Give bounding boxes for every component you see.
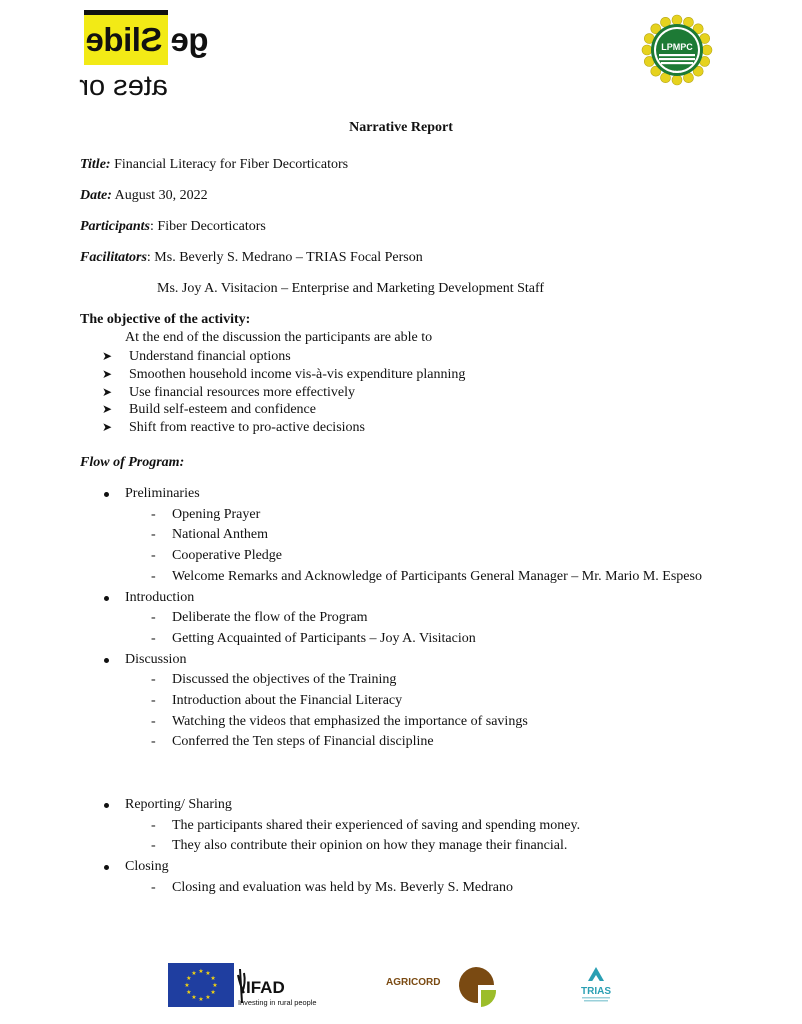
list-item: - Watching the videos that emphasized the importance of savings (151, 713, 528, 729)
agricord-logo (386, 963, 498, 1009)
flow-section-title: Introduction (104, 588, 712, 609)
arrow-bullet-icon: ➤ (102, 349, 113, 363)
objective-list (102, 348, 465, 437)
list-item: - Deliberate the flow of the Program (151, 610, 368, 626)
svg-text:★: ★ (205, 969, 211, 977)
flow-heading: Flow of Program: (80, 455, 185, 470)
svg-text:★: ★ (191, 994, 197, 1002)
title-value: Financial Literacy for Fiber Decorticators (114, 157, 349, 172)
list-item: ➤ Build self-esteem and confidence (102, 402, 316, 418)
logo-text: LPMPC (661, 42, 693, 52)
date-value: August 30, 2022 (114, 188, 208, 203)
list-item: ➤ Smoothen household income vis-à-vis expenditure planning (102, 366, 466, 382)
arrow-bullet-icon: ➤ (102, 366, 113, 381)
list-item: - Welcome Remarks and Acknowledge of Participants General Manager – Mr. Mario M. Espeso (151, 568, 702, 584)
svg-text:★: ★ (184, 982, 190, 989)
title-label: Title: (80, 157, 111, 172)
svg-text:★: ★ (191, 969, 197, 977)
slide-fragment-bottom-text: ates or (79, 70, 168, 102)
list-item: - Conferred the Ten steps of Financial discipline (151, 734, 434, 750)
title-field (80, 157, 348, 173)
list-item: - The participants shared their experienced of saving and spending money. (151, 817, 581, 833)
facilitator-1: : Ms. Beverly S. Medrano – TRIAS Focal Person (146, 250, 423, 265)
list-item: - Getting Acquainted of Participants – Joy A. Visitacion (151, 630, 476, 646)
lpmpc-logo (641, 14, 713, 86)
trias-name: TRIAS (581, 986, 611, 997)
slide-fragment-image (79, 10, 209, 102)
ifad-logo (236, 963, 336, 1007)
flow-section-title: Preliminaries (104, 484, 712, 505)
flow-section-preliminaries (104, 484, 712, 753)
list-item: - National Anthem (151, 527, 269, 543)
list-item: - Closing and evaluation was held by Ms. Beverly S. Medrano (151, 879, 514, 895)
logo-year: 1967 (672, 69, 682, 74)
svg-text:★: ★ (205, 994, 211, 1002)
facilitators-field (80, 250, 423, 266)
bullet-dot-icon (104, 865, 109, 870)
report-title: Narrative Report (349, 120, 453, 135)
agricord-name: AGRICORD (386, 977, 441, 988)
list-item: - Discussed the objectives of the Training (151, 672, 397, 688)
trias-logo (574, 965, 618, 1005)
list-item: ➤ Understand financial options (102, 349, 291, 364)
bullet-dot-icon (104, 658, 109, 663)
svg-text:★: ★ (198, 968, 204, 975)
participants-label: Participants (80, 219, 151, 234)
objective-intro: At the end of the discussion the participants are able to (125, 330, 433, 345)
flow-section-title: Closing (104, 857, 712, 878)
facilitators-label: Facilitators (80, 250, 147, 265)
flow-section-title: Discussion (104, 650, 712, 671)
list-item: ➤ Shift from reactive to pro-active decisions (102, 420, 365, 436)
svg-text:★: ★ (186, 989, 192, 996)
bullet-dot-icon (104, 803, 109, 808)
facilitator-2: Ms. Joy A. Visitacion – Enterprise and Marketing Development Staff (157, 281, 545, 296)
arrow-bullet-icon: ➤ (102, 384, 113, 399)
svg-text:★: ★ (212, 982, 218, 989)
list-item: - Introduction about the Financial Literacy (151, 693, 403, 709)
bullet-dot-icon (104, 596, 109, 601)
bullet-dot-icon (104, 492, 109, 497)
participants-value: : Fiber Decorticators (150, 219, 266, 234)
participants-field (80, 219, 266, 235)
ifad-name: IFAD (246, 978, 285, 997)
slide-fragment-top-text: ge Slide (86, 21, 209, 58)
arrow-bullet-icon: ➤ (102, 402, 113, 417)
svg-text:★: ★ (186, 975, 192, 982)
date-label: Date: (80, 188, 112, 203)
eu-flag-logo (168, 963, 234, 1007)
list-item: ➤ Use financial resources more effectively (102, 384, 355, 400)
svg-text:★: ★ (198, 996, 204, 1003)
svg-text:★: ★ (210, 989, 216, 996)
flow-section-reporting (104, 795, 712, 899)
date-field (80, 188, 208, 204)
list-item: - They also contribute their opinion on how they manage their financial. (151, 838, 568, 854)
flow-section-title: Reporting/ Sharing (104, 795, 712, 816)
arrow-bullet-icon: ➤ (102, 420, 113, 435)
list-item: - Opening Prayer (151, 506, 261, 522)
objective-heading: The objective of the activity: (80, 312, 251, 327)
ifad-tagline: Investing in rural people (238, 998, 317, 1007)
svg-text:★: ★ (210, 975, 216, 982)
list-item: - Cooperative Pledge (151, 548, 283, 564)
